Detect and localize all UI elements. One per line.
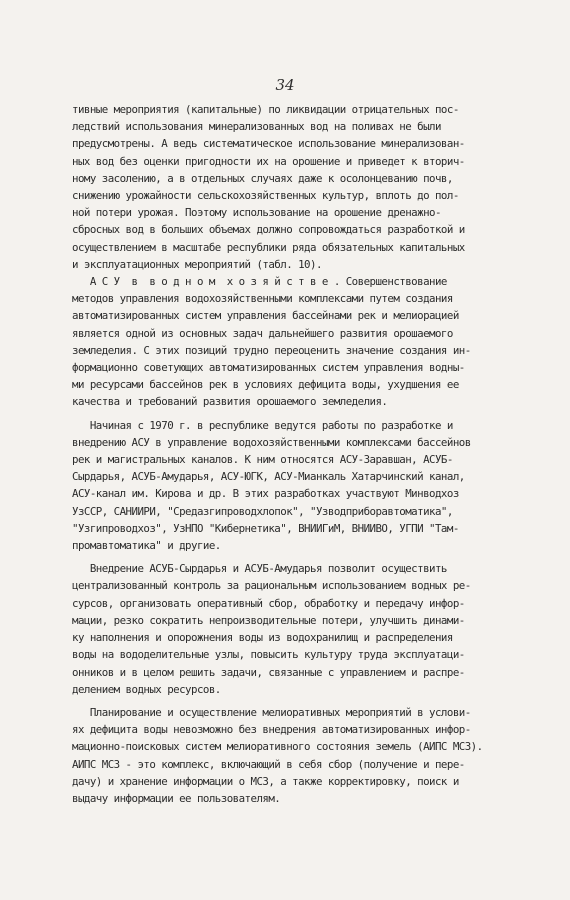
text-line: ку наполнения и опорожнения воды из водохранилищ и распределения xyxy=(72,631,453,645)
text-line: ледствий использования минерализованных вод на поливах не были xyxy=(72,120,441,134)
text-line: промавтоматика" и другие. xyxy=(72,539,221,553)
text-line: является одной из основных задач дальнейшего развития орошаемого xyxy=(72,326,453,340)
text-line: Внедрение АСУБ-Сырдарья и АСУБ-Амударья позволит осуществить xyxy=(72,562,447,576)
text-line: АИПС МСЗ - это комплекс, включающий в себя сбор (получение и пере- xyxy=(72,757,465,771)
text-line: осуществлением в масштабе республики ряда обязательных капитальных xyxy=(72,240,465,254)
text-line: централизованный контроль за рациональным использованием водных ре- xyxy=(72,579,471,593)
paragraph xyxy=(72,417,542,555)
body-text xyxy=(72,101,542,807)
text-line: ному засолению, а в отдельных случаях даже к осолонцеванию почв, xyxy=(72,171,453,185)
text-line: формационно советующих автоматизированных систем управления водны- xyxy=(72,361,465,375)
text-line: "Узгипроводхоз", УзНПО "Кибернетика", ВНИИГиМ, ВНИИВО, УГПИ "Там- xyxy=(72,521,459,535)
text-line: тивные мероприятия (капитальные) по ликвидации отрицательных пос- xyxy=(72,103,459,116)
paragraph xyxy=(72,560,542,698)
text-line: ях дефицита воды невозможно без внедрения автоматизированных инфор- xyxy=(72,723,471,737)
text-line: ми ресурсами бассейнов рек в условиях дефицита воды, ухудшения ее xyxy=(72,378,459,392)
paragraph xyxy=(72,101,542,273)
text-line: рек и магистральных каналов. К ним относятся АСУ-Заравшан, АСУБ- xyxy=(72,453,453,467)
text-line: выдачу информации ее пользователям. xyxy=(72,791,281,805)
text-line: снижению урожайности сельскохозяйственных культур, вплоть до пол- xyxy=(72,189,459,203)
text-line: предусмотрены. А ведь систематическое использование минерализован- xyxy=(72,137,465,151)
text-line: и эксплуатационных мероприятий (табл. 10). xyxy=(72,257,322,271)
text-line: сбросных вод в больших объемах должно сопровождаться разработкой и xyxy=(72,223,465,237)
paragraph xyxy=(72,704,542,807)
text-line: дачу) и хранение информации о МСЗ, а также корректировку, поиск и xyxy=(72,774,459,788)
text-line: ной потери урожая. Поэтому использование на орошение дренажно- xyxy=(72,206,441,220)
text-line: Сырдарья, АСУБ-Амударья, АСУ-ЮГК, АСУ-Мианкаль Хатарчинский канал, xyxy=(72,470,465,484)
text-line: мации, резко сократить непроизводительные потери, улучшить динами- xyxy=(72,613,465,627)
text-line: сурсов, организовать оперативный сбор, обработку и передачу инфор- xyxy=(72,596,465,610)
text-line: УзССР, САНИИРИ, "Средазгипроводхлопок", "Узводприборавтоматика", xyxy=(72,504,453,518)
text-line: делением водных ресурсов. xyxy=(72,682,221,696)
page-number: 34 xyxy=(275,76,295,94)
text-line: методов управления водохозяйственными комплексами путем создания xyxy=(72,292,453,306)
section-paragraph-asu xyxy=(72,273,542,411)
text-line: онников и в целом решить задачи, связанные с управлением и распре- xyxy=(72,665,465,679)
text-line: АСУ-канал им. Кирова и др. В этих разработках участвуют Минводхоз xyxy=(72,487,459,501)
text-line: воды на вододелительные узлы, повысить культуру труда эксплуатаци- xyxy=(72,648,465,662)
text-line: качества и требований развития орошаемого земледелия. xyxy=(72,395,388,409)
section-heading-line: А С У в в о д н о м х о з я й с т в е . Совершенствование xyxy=(72,275,447,289)
text-line: земледелия. С этих позиций трудно переоценить значение создания ин- xyxy=(72,343,471,357)
text-line: мационно-поисковых систем мелиоративного состояния земель (АИПС МСЗ). xyxy=(72,740,483,754)
text-line: внедрению АСУ в управление водохозяйственными комплексами бассейнов xyxy=(72,435,471,449)
text-line: Начиная с 1970 г. в республике ведутся работы по разработке и xyxy=(72,418,453,432)
text-line: Планирование и осуществление мелиоративных мероприятий в услови- xyxy=(72,705,471,719)
text-line: ных вод без оценки пригодности их на орошение и приведет к вторич- xyxy=(72,154,465,168)
text-line: автоматизированных систем управления бассейнами рек и мелиорацией xyxy=(72,309,459,323)
